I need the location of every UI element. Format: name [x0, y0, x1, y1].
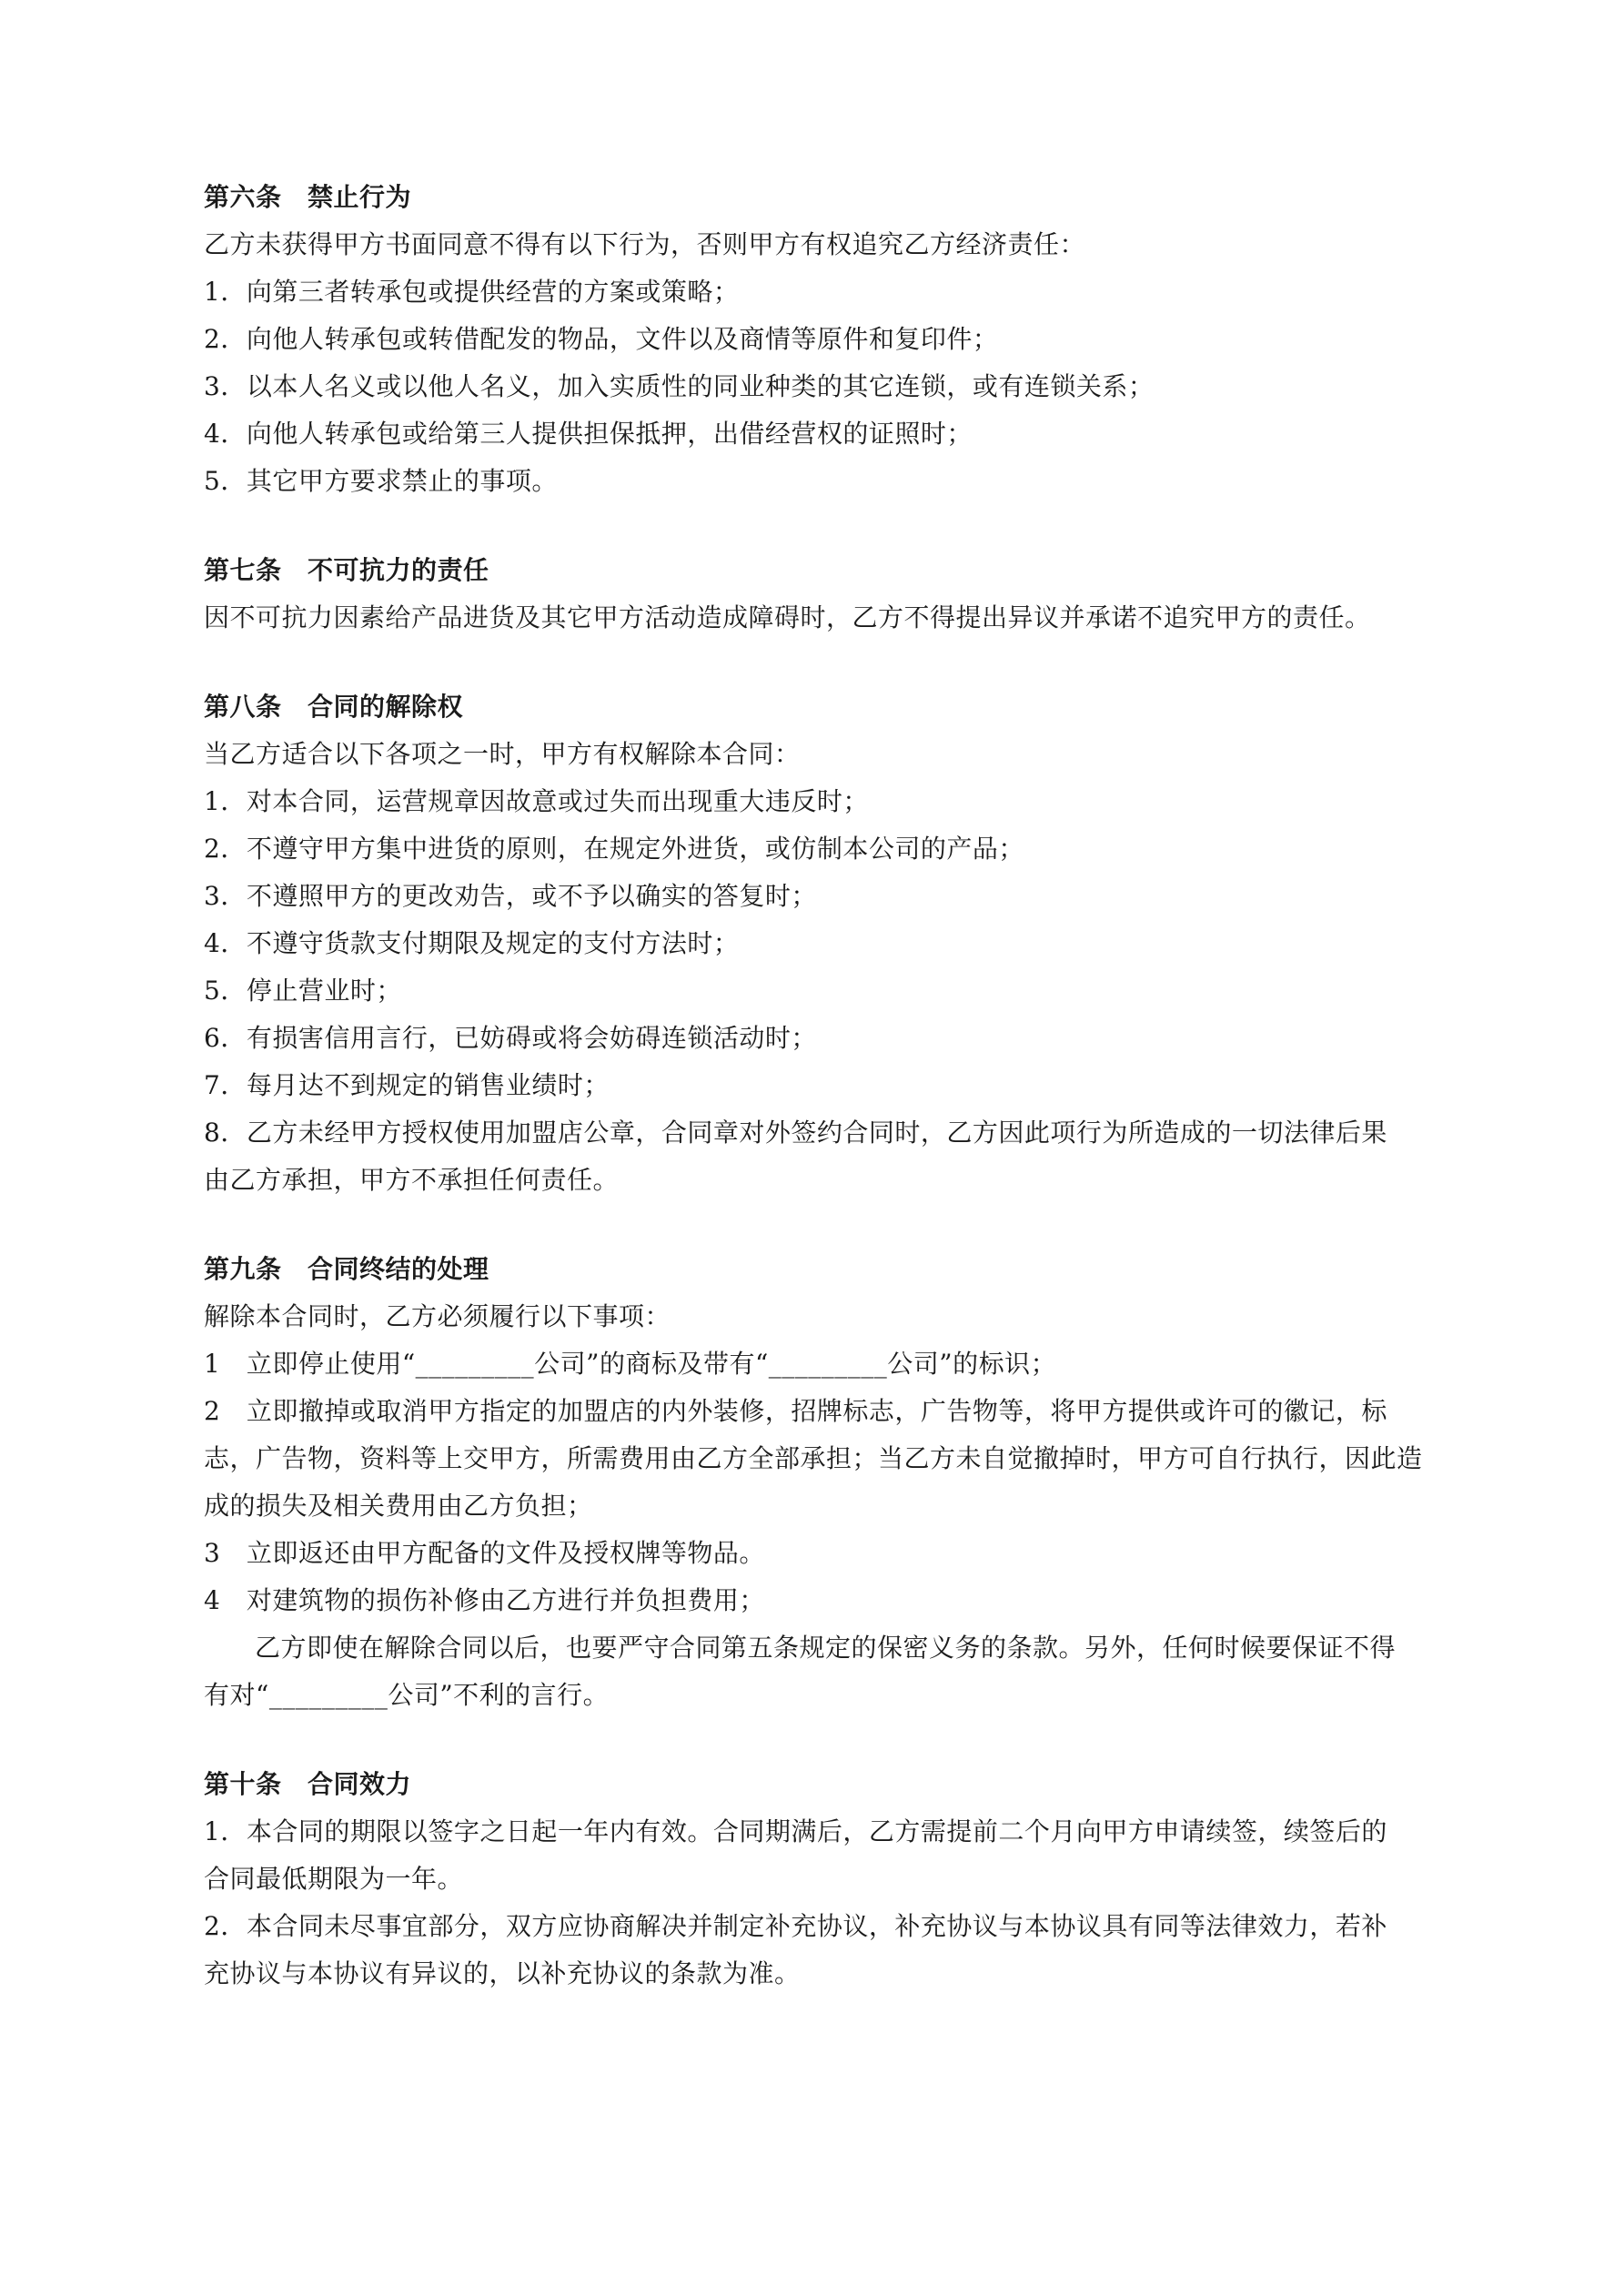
- article-10-item-1-line-2: 合同最低期限为一年。: [204, 1864, 464, 1894]
- article-6-item-4: 4．向他人转承包或给第三人提供担保抵押，出借经营权的证照时；: [204, 419, 973, 449]
- article-9-item-2-line-2: 志，广告物，资料等上交甲方，所需费用由乙方全部承担；当乙方未自觉撤掉时，甲方可自行执行，因此造: [204, 1443, 1423, 1473]
- article-6-item-3: 3．以本人名义或以他人名义，加入实质性的同业种类的其它连锁，或有连锁关系；: [204, 371, 1155, 401]
- article-10-item-2-line-1: 2．本合同未尽事宜部分，双方应协商解决并制定补充协议，补充协议与本协议具有同等法律效力，若补: [204, 1911, 1387, 1941]
- article-8-item-7: 7．每月达不到规定的销售业绩时；: [204, 1070, 610, 1100]
- article-6-intro: 乙方未获得甲方书面同意不得有以下行为，否则甲方有权追究乙方经济责任：: [204, 229, 1086, 259]
- article-8-item-8-line-1: 8．乙方未经甲方授权使用加盟店公章，合同章对外签约合同时，乙方因此项行为所造成的一切法律后果: [204, 1118, 1387, 1148]
- article-8-item-8-line-2: 由乙方承担，甲方不承担任何责任。: [204, 1165, 620, 1195]
- article-9-item-2-line-3: 成的损失及相关费用由乙方负担；: [204, 1491, 593, 1521]
- article-8: [204, 683, 1487, 1204]
- article-9-item-2-line-1: 2 立即撤掉或取消甲方指定的加盟店的内外装修，招牌标志，广告物等，将甲方提供或许可的徽记，标: [204, 1396, 1387, 1426]
- article-8-title: 第八条 合同的解除权: [204, 692, 464, 722]
- article-6-title: 第六条 禁止行为: [204, 182, 412, 212]
- article-6-item-1: 1．向第三者转承包或提供经营的方案或策略；: [204, 277, 740, 307]
- article-6-item-5: 5．其它甲方要求禁止的事项。: [204, 466, 558, 496]
- article-8-item-3: 3．不遵照甲方的更改劝告，或不予以确实的答复时；: [204, 881, 817, 911]
- article-9-intro: 解除本合同时，乙方必须履行以下事项：: [204, 1301, 671, 1331]
- article-9-item-1: 1 立即停止使用“_________公司”的商标及带有“_________公司”的标识；: [204, 1349, 1057, 1379]
- contract-body: [204, 174, 1487, 2039]
- article-9-item-4: 4 对建筑物的损伤补修由乙方进行并负担费用；: [204, 1585, 765, 1615]
- article-8-item-1: 1．对本合同，运营规章因故意或过失而出现重大违反时；: [204, 786, 869, 816]
- article-10-title: 第十条 合同效力: [204, 1769, 412, 1799]
- article-10-item-2-line-2: 充协议与本协议有异议的，以补充协议的条款为准。: [204, 1958, 801, 1988]
- article-9: [204, 1246, 1487, 1719]
- article-8-item-5: 5．停止营业时；: [204, 976, 402, 1006]
- article-9-title: 第九条 合同终结的处理: [204, 1254, 489, 1284]
- article-9-item-3: 3 立即返还由甲方配备的文件及授权牌等物品。: [204, 1538, 765, 1568]
- article-9-closing-line-1: 乙方即使在解除合同以后，也要严守合同第五条规定的保密义务的条款。另外，任何时候要保证不得: [255, 1633, 1397, 1663]
- article-8-item-4: 4．不遵守货款支付期限及规定的支付方法时；: [204, 928, 740, 958]
- article-9-closing-line-2: 有对“_________公司”不利的言行。: [204, 1680, 610, 1710]
- article-6: [204, 174, 1487, 505]
- article-7-text: 因不可抗力因素给产品进货及其它甲方活动造成障碍时，乙方不得提出异议并承诺不追究甲方的责任。: [204, 602, 1371, 632]
- article-8-item-6: 6．有损害信用言行，已妨碍或将会妨碍连锁活动时；: [204, 1023, 817, 1053]
- article-7: [204, 547, 1487, 642]
- article-10-item-1-line-1: 1．本合同的期限以签字之日起一年内有效。合同期满后，乙方需提前二个月向甲方申请续签，续签后的: [204, 1816, 1387, 1846]
- article-8-item-2: 2．不遵守甲方集中进货的原则，在规定外进货，或仿制本公司的产品；: [204, 834, 1024, 864]
- article-8-intro: 当乙方适合以下各项之一时，甲方有权解除本合同：: [204, 739, 801, 769]
- article-7-title: 第七条 不可抗力的责任: [204, 555, 489, 585]
- article-6-item-2: 2．向他人转承包或转借配发的物品，文件以及商情等原件和复印件；: [204, 324, 999, 354]
- article-10: [204, 1761, 1487, 1998]
